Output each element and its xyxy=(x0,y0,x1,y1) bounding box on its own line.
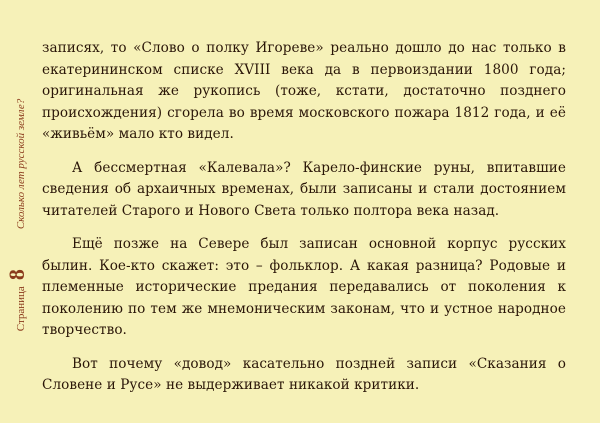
page-number: 8 xyxy=(4,269,30,281)
page-label xyxy=(4,269,30,331)
paragraph-2: А бессмертная «Калевала»? Карело-финские руны, впитавшие сведения об архаичных временах, были записаны и стали достоянием читателей Старого и Нового Света только полтора века назад. xyxy=(42,159,566,219)
page-word: Страница xyxy=(15,286,28,332)
paragraph-4: Вот почему «довод» касательно поздней записи «Сказания о Словене и Русе» не выдерживает никакой критики. xyxy=(42,355,566,393)
paragraph-3: Ещё позже на Севере был записан основной корпус русских былин. Кое-кто скажет: это – фольклор. А какая разница? Родовые и племенные исторические предания передавались от поколения к поколению по тем же мнемоническим законам, что и устное народное творчество. xyxy=(42,236,566,338)
running-head xyxy=(4,40,30,390)
running-head-inner xyxy=(4,99,30,331)
paragraph-1: записях, то «Слово о полку Игореве» реально дошло до нас только в екатерининском списке XVIII века да в первоиздании 1800 года; оригинальная же рукопись (тоже, кстати, достаточно позднего происхождения) сгорела во время московского пожара 1812 года, и её «живьём» мало кто видел. xyxy=(42,40,566,142)
book-title: Сколько лет русской земле? xyxy=(15,98,28,230)
body-text xyxy=(42,38,566,409)
